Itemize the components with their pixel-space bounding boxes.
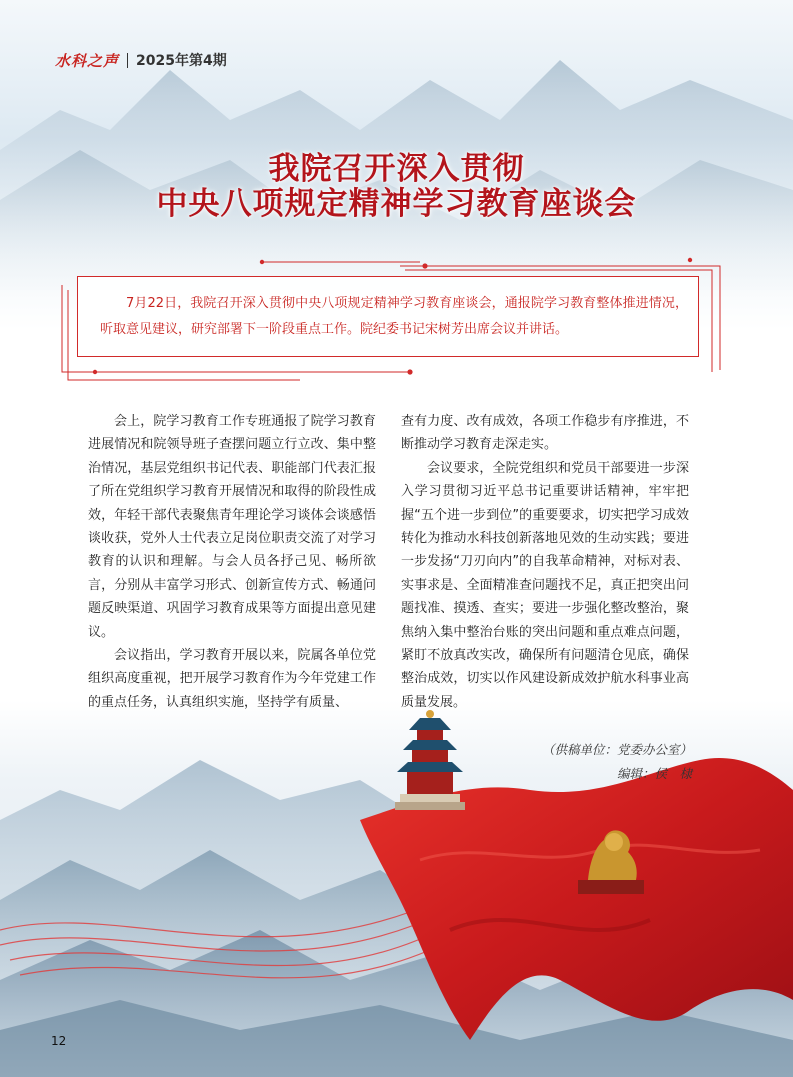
magazine-header [55, 48, 227, 72]
article-title-line-2: 中央八项规定精神学习教育座谈会 [156, 186, 637, 222]
magazine-name: 水科之声 [55, 51, 120, 70]
body-paragraph: 会上，院学习教育工作专班通报了院学习教育进展情况和院领导班子查摆问题立行立改、集中整治情况，基层党组织书记代表、职能部门代表汇报了所在党组织学习教育开展情况和取得的阶段性成效，年轻干部代表聚焦青年理论学习谈体会谈感悟谈收获，党外人士代表立足岗位职责交流了对学习教育的认识和理解。与会人员各抒己见、畅所欲言，分别从丰富学习形式、创新宣传方式、畅通问题反映渠道、巩固学习教育成果等方面提出意见建议。 [88, 414, 376, 640]
page-number: 12 [51, 1034, 67, 1048]
body-column-right [401, 410, 689, 714]
article-credits [542, 738, 692, 786]
header-separator [127, 53, 128, 68]
temple-illustration [395, 710, 465, 810]
issue-number: 2025年第4期 [136, 53, 227, 69]
source-credit: （供稿单位：党委办公室） [541, 742, 692, 757]
body-column-left [88, 410, 376, 714]
article-lead: 7月22日，我院召开深入贯彻中央八项规定精神学习教育座谈会，通报院学习教育整体推进情况，听取意见建议，研究部署下一阶段重点工作。院纪委书记宋树芳出席会议并讲话。 [100, 296, 688, 337]
editor-credit: 编辑：侯 棣 [616, 766, 692, 781]
body-paragraph: 会议指出，学习教育开展以来，院属各单位党组织高度重视，把开展学习教育作为今年党建工作的重点任务，认真组织实施，坚持学有质量、 [88, 648, 376, 710]
body-paragraph-continued: 查有力度、改有成效，各项工作稳步有序推进，不断推动学习教育走深走实。 [401, 414, 689, 453]
article-title-line-1: 我院召开深入贯彻 [268, 151, 525, 187]
body-paragraph: 会议要求，全院党组织和党员干部要进一步深入学习贯彻习近平总书记重要讲话精神，牢牢把握“五个进一步到位”的重要要求，切实把学习成效转化为推动水科技创新落地见效的生动实践；要进一步发扬“刀刃向内”的自我革命精神，对标对表、实事求是、全面精准查问题找不足，真正把突出问题找准、摸透、查实；要进一步强化整改整治，聚焦纳入集中整治台账的突出问题和重点难点问题，紧盯不放真改实改，确保所有问题清仓见底，确保整治成效，切实以作风建设新成效护航水科事业高质量发展。 [401, 460, 689, 710]
